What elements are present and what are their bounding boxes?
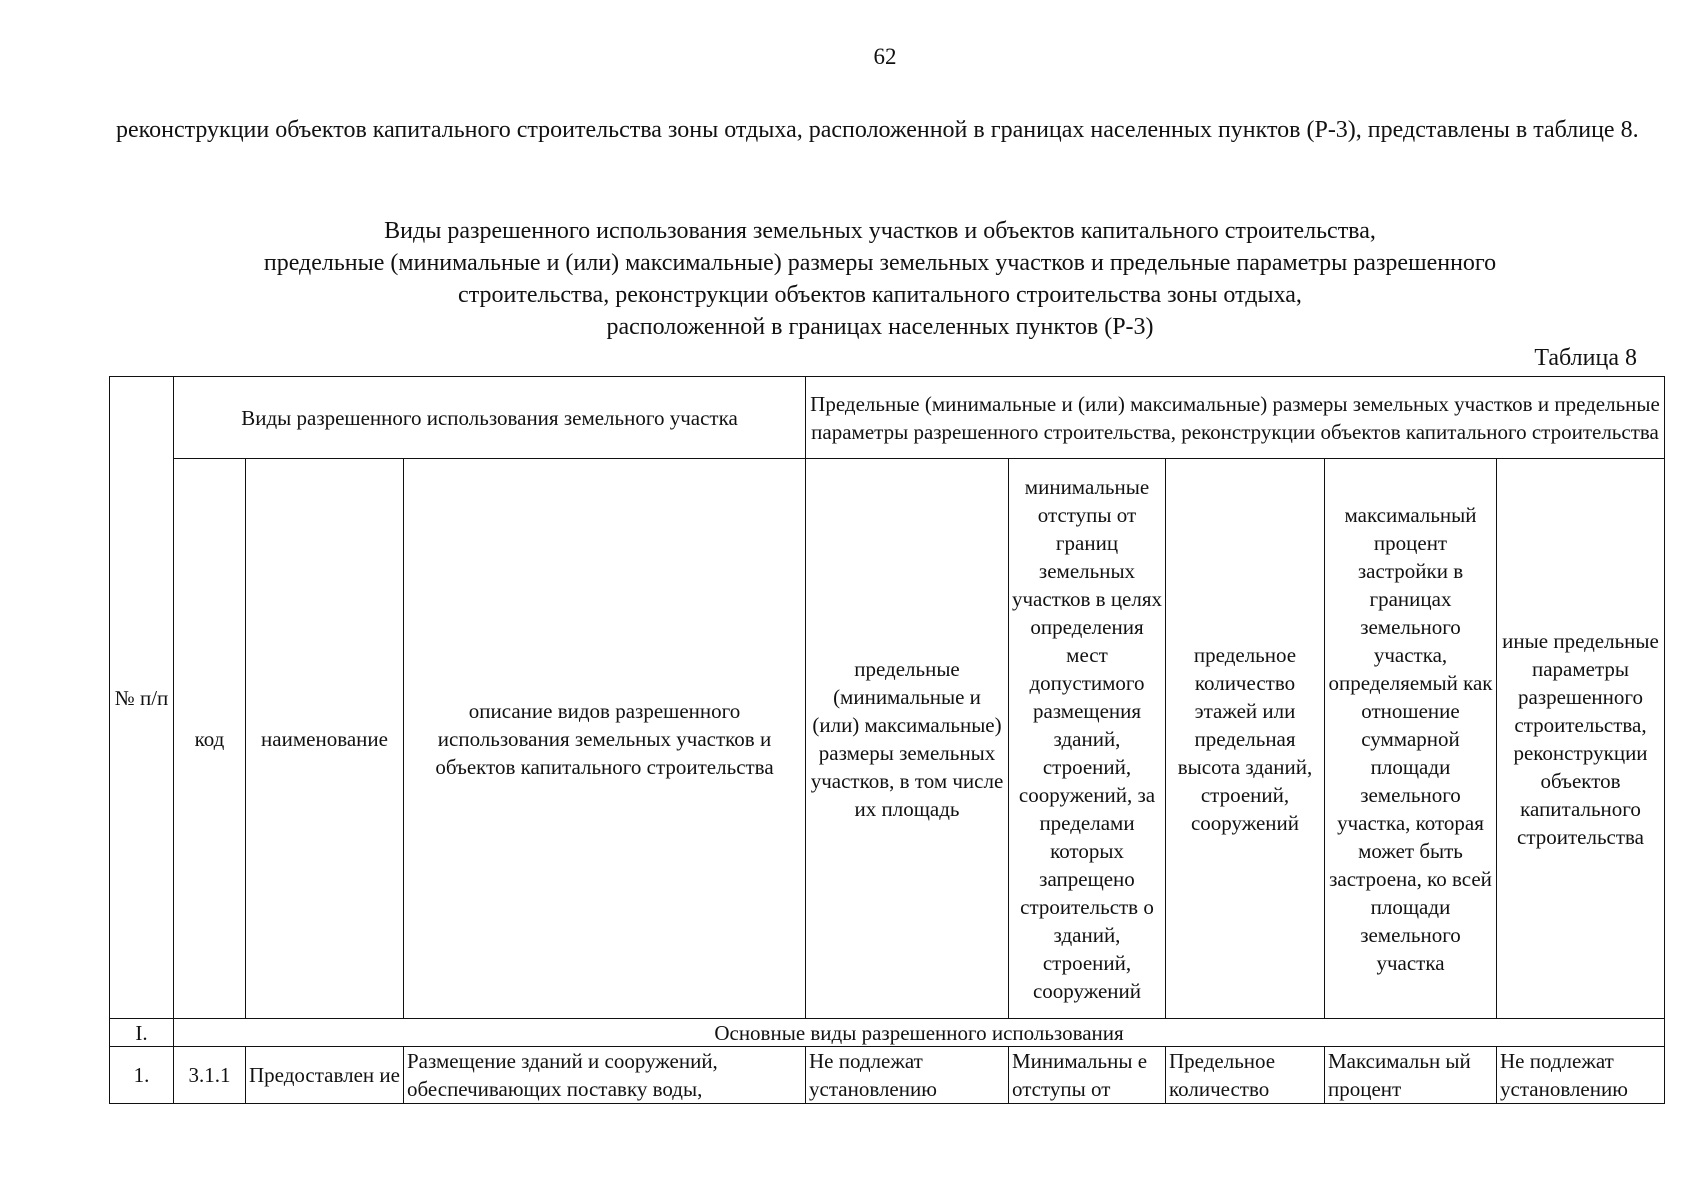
section-title: Основные виды разрешенного использования — [174, 1019, 1665, 1047]
header-group-limits: Предельные (минимальные и (или) максимальные) размеры земельных участков и предельные параметры разрешенного строительства, реконструкции объектов капитального строительства — [806, 377, 1665, 459]
page-number: 62 — [873, 44, 897, 69]
header-num: № п/п — [110, 377, 174, 1019]
table-title-line: строительства, реконструкции объектов капитального строительства зоны отдыха, — [458, 282, 1302, 308]
cell-description: Размещение зданий и сооружений, обеспечивающих поставку воды, — [404, 1047, 806, 1104]
header-size: предельные (минимальные и (или) максимальные) размеры земельных участков, в том числе их площадь — [806, 459, 1009, 1019]
table-row — [110, 1047, 1665, 1104]
cell-other: Не подлежат установлению — [1497, 1047, 1665, 1104]
cell-num: 1. — [110, 1047, 174, 1104]
table-number: Таблица 8 — [1534, 345, 1637, 371]
header-name: наименование — [246, 459, 404, 1019]
header-code: код — [174, 459, 246, 1019]
table-title-line: Виды разрешенного использования земельных участков и объектов капитального строительства, — [384, 218, 1376, 244]
header-group-uses: Виды разрешенного использования земельного участка — [174, 377, 806, 459]
cell-size: Не подлежат установлению — [806, 1047, 1009, 1104]
section-num: I. — [110, 1019, 174, 1047]
cell-code: 3.1.1 — [174, 1047, 246, 1104]
table-title-line: расположенной в границах населенных пунктов (Р-3) — [606, 314, 1154, 340]
intro-paragraph: реконструкции объектов капитального строительства зоны отдыха, расположенной в границах населенных пунктов (Р-3), представлены в таблице 8. — [116, 117, 1639, 143]
header-description: описание видов разрешенного использования земельных участков и объектов капитального строительства — [404, 459, 806, 1019]
cell-floors: Предельное количество — [1166, 1047, 1325, 1104]
table-title-line: предельные (минимальные и (или) максимальные) размеры земельных участков и предельные параметры разрешенного — [263, 250, 1497, 276]
land-use-table — [109, 376, 1665, 1104]
header-other: иные предельные параметры разрешенного строительства, реконструкции объектов капитального строительства — [1497, 459, 1665, 1019]
cell-coverage: Максимальн ый процент — [1325, 1047, 1497, 1104]
cell-setback: Минимальны е отступы от — [1009, 1047, 1166, 1104]
header-setback: минимальные отступы от границ земельных участков в целях определения мест допустимого размещения зданий, строений, сооружений, за пределами которых запрещено строительств о зданий, строений, сооружений — [1009, 459, 1166, 1019]
header-floors: предельное количество этажей или предельная высота зданий, строений, сооружений — [1166, 459, 1325, 1019]
header-coverage: максимальный процент застройки в границах земельного участка, определяемый как отношение суммарной площади земельного участка, которая может быть застроена, ко всей площади земельного участка — [1325, 459, 1497, 1019]
table-title — [110, 215, 1650, 343]
cell-name: Предоставлен ие — [246, 1047, 404, 1104]
